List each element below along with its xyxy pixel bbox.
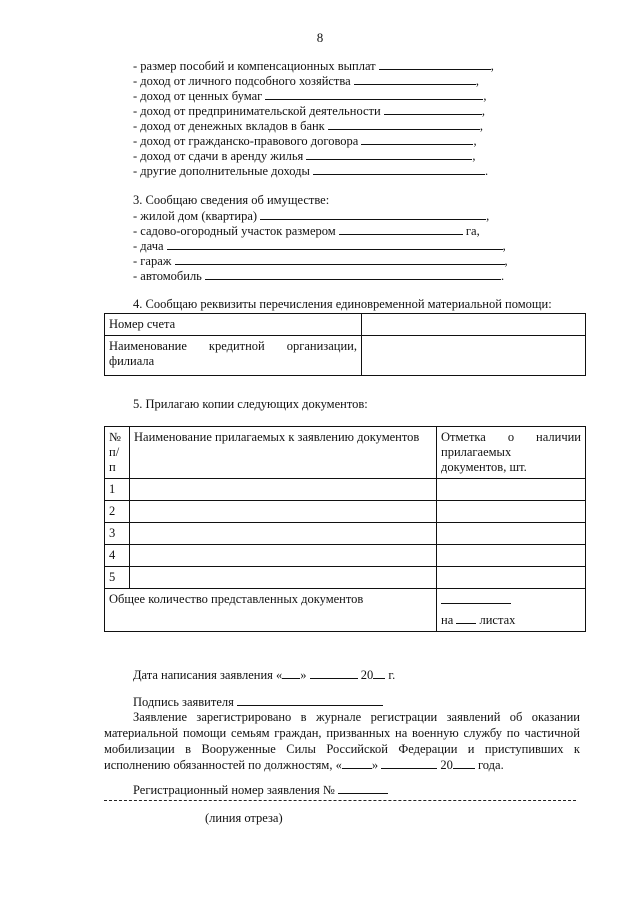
bank-name-value: [362, 336, 586, 376]
income-item: - доход от денежных вкладов в банк ,: [133, 119, 483, 133]
docs-row-num: 4: [105, 545, 130, 567]
docs-row-mark: [437, 545, 586, 567]
docs-row-mark: [437, 479, 586, 501]
signature-line: Подпись заявителя: [133, 694, 383, 710]
cut-label: (линия отреза): [205, 811, 283, 825]
page-number: 8: [316, 30, 324, 45]
docs-total-sheets: на листах: [437, 589, 586, 632]
docs-row-num: 3: [105, 523, 130, 545]
income-item: - доход от гражданско-правового договора ,: [133, 134, 477, 148]
docs-col-mark: Отметка о наличии прилагаемых документов, шт.: [437, 427, 586, 479]
docs-heading: 5. Прилагаю копии следующих документов:: [133, 397, 368, 411]
bank-account-label: Номер счета: [105, 314, 362, 336]
bank-name-label: Наименование кредитной организации, филиала: [105, 336, 362, 376]
docs-row-mark: [437, 567, 586, 589]
income-item: - доход от ценных бумаг ,: [133, 89, 487, 103]
registration-number: Регистрационный номер заявления №: [133, 782, 388, 798]
docs-table: [104, 426, 586, 632]
property-item: - гараж ,: [133, 254, 508, 268]
property-heading: 3. Сообщаю сведения об имуществе:: [133, 193, 330, 207]
property-item: - дача ,: [133, 239, 506, 253]
bank-heading: 4. Сообщаю реквизиты перечисления единовременной материальной помощи:: [133, 297, 552, 311]
docs-col-num: № п/п: [105, 427, 130, 479]
docs-row-num: 1: [105, 479, 130, 501]
docs-row-name: [130, 479, 437, 501]
docs-row-name: [130, 501, 437, 523]
income-item: - доход от личного подсобного хозяйства ,: [133, 74, 479, 88]
income-item: - другие дополнительные доходы .: [133, 164, 489, 178]
docs-row-name: [130, 545, 437, 567]
date-line: Дата написания заявления « » 20 г.: [133, 668, 396, 682]
property-item: - автомобиль .: [133, 269, 505, 283]
docs-total-label: Общее количество представленных документов: [105, 589, 437, 632]
income-item: - доход от предпринимательской деятельности ,: [133, 104, 485, 118]
income-item: - доход от сдачи в аренду жилья ,: [133, 149, 476, 163]
property-item: - садово-огородный участок размером га,: [133, 224, 480, 238]
docs-row-mark: [437, 523, 586, 545]
docs-row-name: [130, 567, 437, 589]
docs-row-name: [130, 523, 437, 545]
property-item: - жилой дом (квартира) ,: [133, 209, 490, 223]
bank-account-value: [362, 314, 586, 336]
registration-paragraph: Заявление зарегистрировано в журнале регистрации заявлений об оказании материальной помощи семьям граждан, призванных на военную службу по частичной мобилизации в Вооруженные Силы Российской Федерации и приступивших к исполнению обязанностей по должностям, « » 20 года.: [104, 710, 580, 772]
docs-row-num: 5: [105, 567, 130, 589]
income-item: - размер пособий и компенсационных выплат ,: [133, 59, 494, 73]
docs-row-mark: [437, 501, 586, 523]
docs-col-name: Наименование прилагаемых к заявлению документов: [130, 427, 437, 479]
docs-row-num: 2: [105, 501, 130, 523]
cut-line: [104, 800, 576, 801]
bank-table: [104, 313, 586, 376]
